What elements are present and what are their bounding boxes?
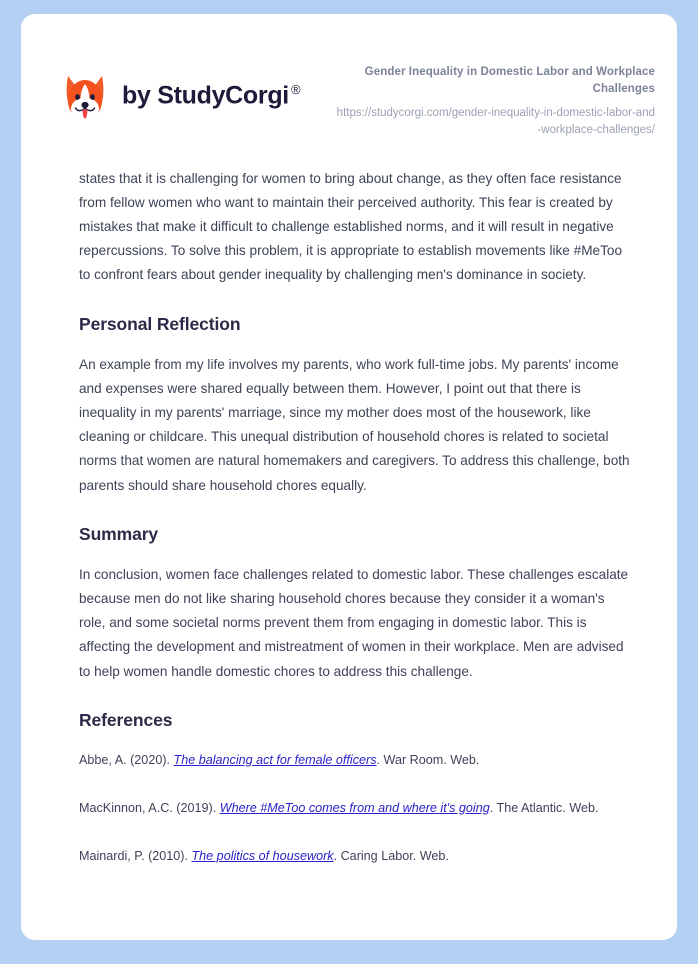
- references-list: [79, 749, 633, 867]
- reference-link[interactable]: The balancing act for female officers: [173, 752, 377, 767]
- section-paragraph-personal-reflection: An example from my life involves my parents, who work full-time jobs. My parents' income and expenses were shared equally between them. However, I point out that there is inequality in my parents' marriage, since my mother does most of the housework, like cleaning or childcare. This unequal distribution of household chores is related to societal norms that women are natural homemakers and caregivers. To address this challenge, both parents should share household chores equally.: [79, 356, 630, 493]
- document-page-card: [21, 14, 677, 940]
- reference-author-year: MacKinnon, A.C. (2019).: [79, 800, 220, 815]
- source-url[interactable]: https://studycorgi.com/gender-inequality-in-domestic-labor-and-workplace-challenges/: [336, 107, 655, 137]
- reference-source: . The Atlantic. Web.: [489, 800, 599, 815]
- intro-paragraph: states that it is challenging for women to bring about change, as they often face resistance from fellow women who want to maintain their perceived authority. This fear is created by mistakes that make it difficult to challenge established norms, and it will result in negative repercussions. To solve this problem, it is appropriate to establish movements like #MeToo to confront fears about gender inequality by challenging men's dominance in society.: [79, 170, 622, 283]
- reference-author-year: Abbe, A. (2020).: [79, 752, 174, 767]
- reference-link[interactable]: The politics of housework: [191, 848, 334, 863]
- brand-wordmark-text: by StudyCorgi: [122, 81, 289, 110]
- reference-item: [79, 797, 633, 819]
- document-body: [21, 139, 677, 867]
- brand-wordmark: [122, 83, 300, 108]
- document-meta: [335, 62, 655, 139]
- registered-trademark-icon: ®: [290, 82, 301, 98]
- brand-logo-block[interactable]: [61, 62, 300, 122]
- section-heading-references: References: [79, 709, 173, 730]
- page-title: Gender Inequality in Domestic Labor and Workplace Challenges: [364, 66, 655, 95]
- reference-item: [79, 845, 633, 867]
- reference-link[interactable]: Where #MeToo comes from and where it's going: [219, 800, 490, 815]
- section-heading-personal-reflection: Personal Reflection: [79, 313, 241, 334]
- section-heading-summary: Summary: [79, 523, 159, 544]
- section-paragraph-summary: In conclusion, women face challenges related to domestic labor. These challenges escalate because men do not like sharing household chores because they consider it a woman's role, and some societal norms prevent them from engaging in domestic labor. This is affecting the development and mistreatment of women in their workplace. Men are advised to help women handle domestic chores to address this challenge.: [79, 566, 629, 679]
- reference-source: . Caring Labor. Web.: [333, 848, 449, 863]
- reference-author-year: Mainardi, P. (2010).: [79, 848, 192, 863]
- document-header: [21, 14, 677, 139]
- reference-source: . War Room. Web.: [376, 752, 480, 767]
- corgi-head-icon: [61, 70, 109, 122]
- reference-item: [79, 749, 633, 771]
